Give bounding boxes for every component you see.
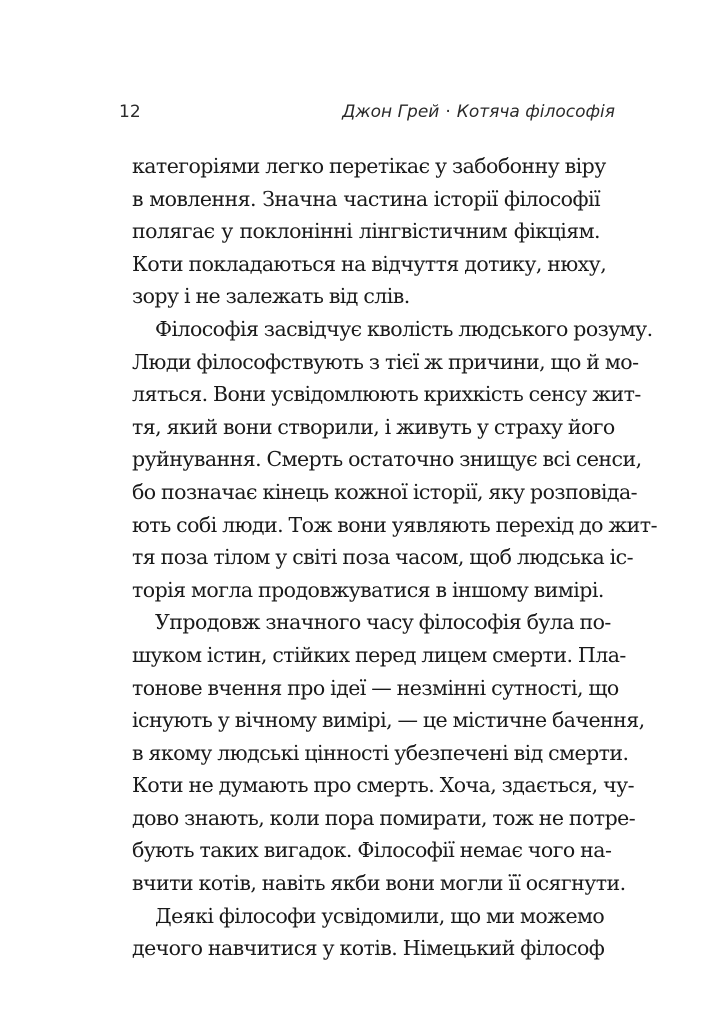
text-line: дечого навчитися у котів. Німецький філософ	[132, 936, 605, 961]
text-line: Коти не думають про смерть. Хоча, здається, чу-	[132, 773, 635, 798]
paragraph-1	[132, 150, 607, 313]
text-line: вчити котів, навіть якби вони могли її осягнути.	[132, 871, 626, 896]
text-line: тя, який вони створили, і живуть у страху його	[132, 414, 615, 439]
running-head	[119, 98, 615, 128]
text-line: Філософія засвідчує кволість людського розуму.	[155, 316, 653, 341]
text-line: бо позначає кінець кожної історії, яку розповіда-	[132, 479, 638, 504]
text-line: тя поза тілом у світі поза часом, щоб людська іс-	[132, 545, 633, 570]
paragraph-4	[132, 900, 605, 965]
text-line: руйнування. Смерть остаточно знищує всі сенси,	[132, 447, 642, 472]
running-title	[342, 102, 615, 122]
text-line: категоріями легко перетікає у забобонну віру	[132, 154, 606, 178]
text-line: існують у вічному вимірі, — це містичне бачення,	[132, 708, 645, 733]
text-line: полягає у поклонінні лінгвістичним фікціям.	[132, 219, 600, 244]
text-line: в мовлення. Значна частина історії філософії	[132, 186, 600, 211]
text-line: торія могла продовжуватися в іншому вимірі.	[132, 577, 604, 602]
text-line: тонове вчення про ідеї — незмінні сутності, що	[132, 675, 619, 700]
text-line: шуком істин, стійких перед лицем смерти. Пла-	[132, 642, 626, 667]
paragraph-3	[132, 606, 645, 899]
text-line: зору і не залежать від слів.	[132, 284, 410, 309]
text-line: Упродовж значного часу філософія була по-	[155, 610, 611, 635]
title-separator: ·	[445, 102, 451, 122]
text-line: Люди філософствують з тієї ж причини, що й мо-	[132, 349, 639, 374]
page-number: 12	[119, 102, 141, 122]
body-text	[132, 150, 657, 965]
text-line: в якому людські цінності убезпечені від смерти.	[132, 740, 629, 765]
text-line: бують таких вигадок. Філософії немає чого на-	[132, 838, 612, 863]
author-name: Джон Грей	[342, 102, 440, 122]
text-line: ляться. Вони усвідомлюють крихкість сенсу жит-	[132, 382, 641, 407]
text-line: ють собі люди. Тож вони уявляють перехід до жит-	[132, 512, 657, 537]
text-line: Коти покладаються на відчуття дотику, нюху,	[132, 251, 607, 276]
text-line: дово знають, коли пора помирати, тож не потре-	[132, 805, 636, 830]
book-title: Котяча філософія	[456, 102, 615, 122]
paragraph-2	[132, 313, 657, 606]
text-line: Деякі філософи усвідомили, що ми можемо	[155, 903, 605, 928]
